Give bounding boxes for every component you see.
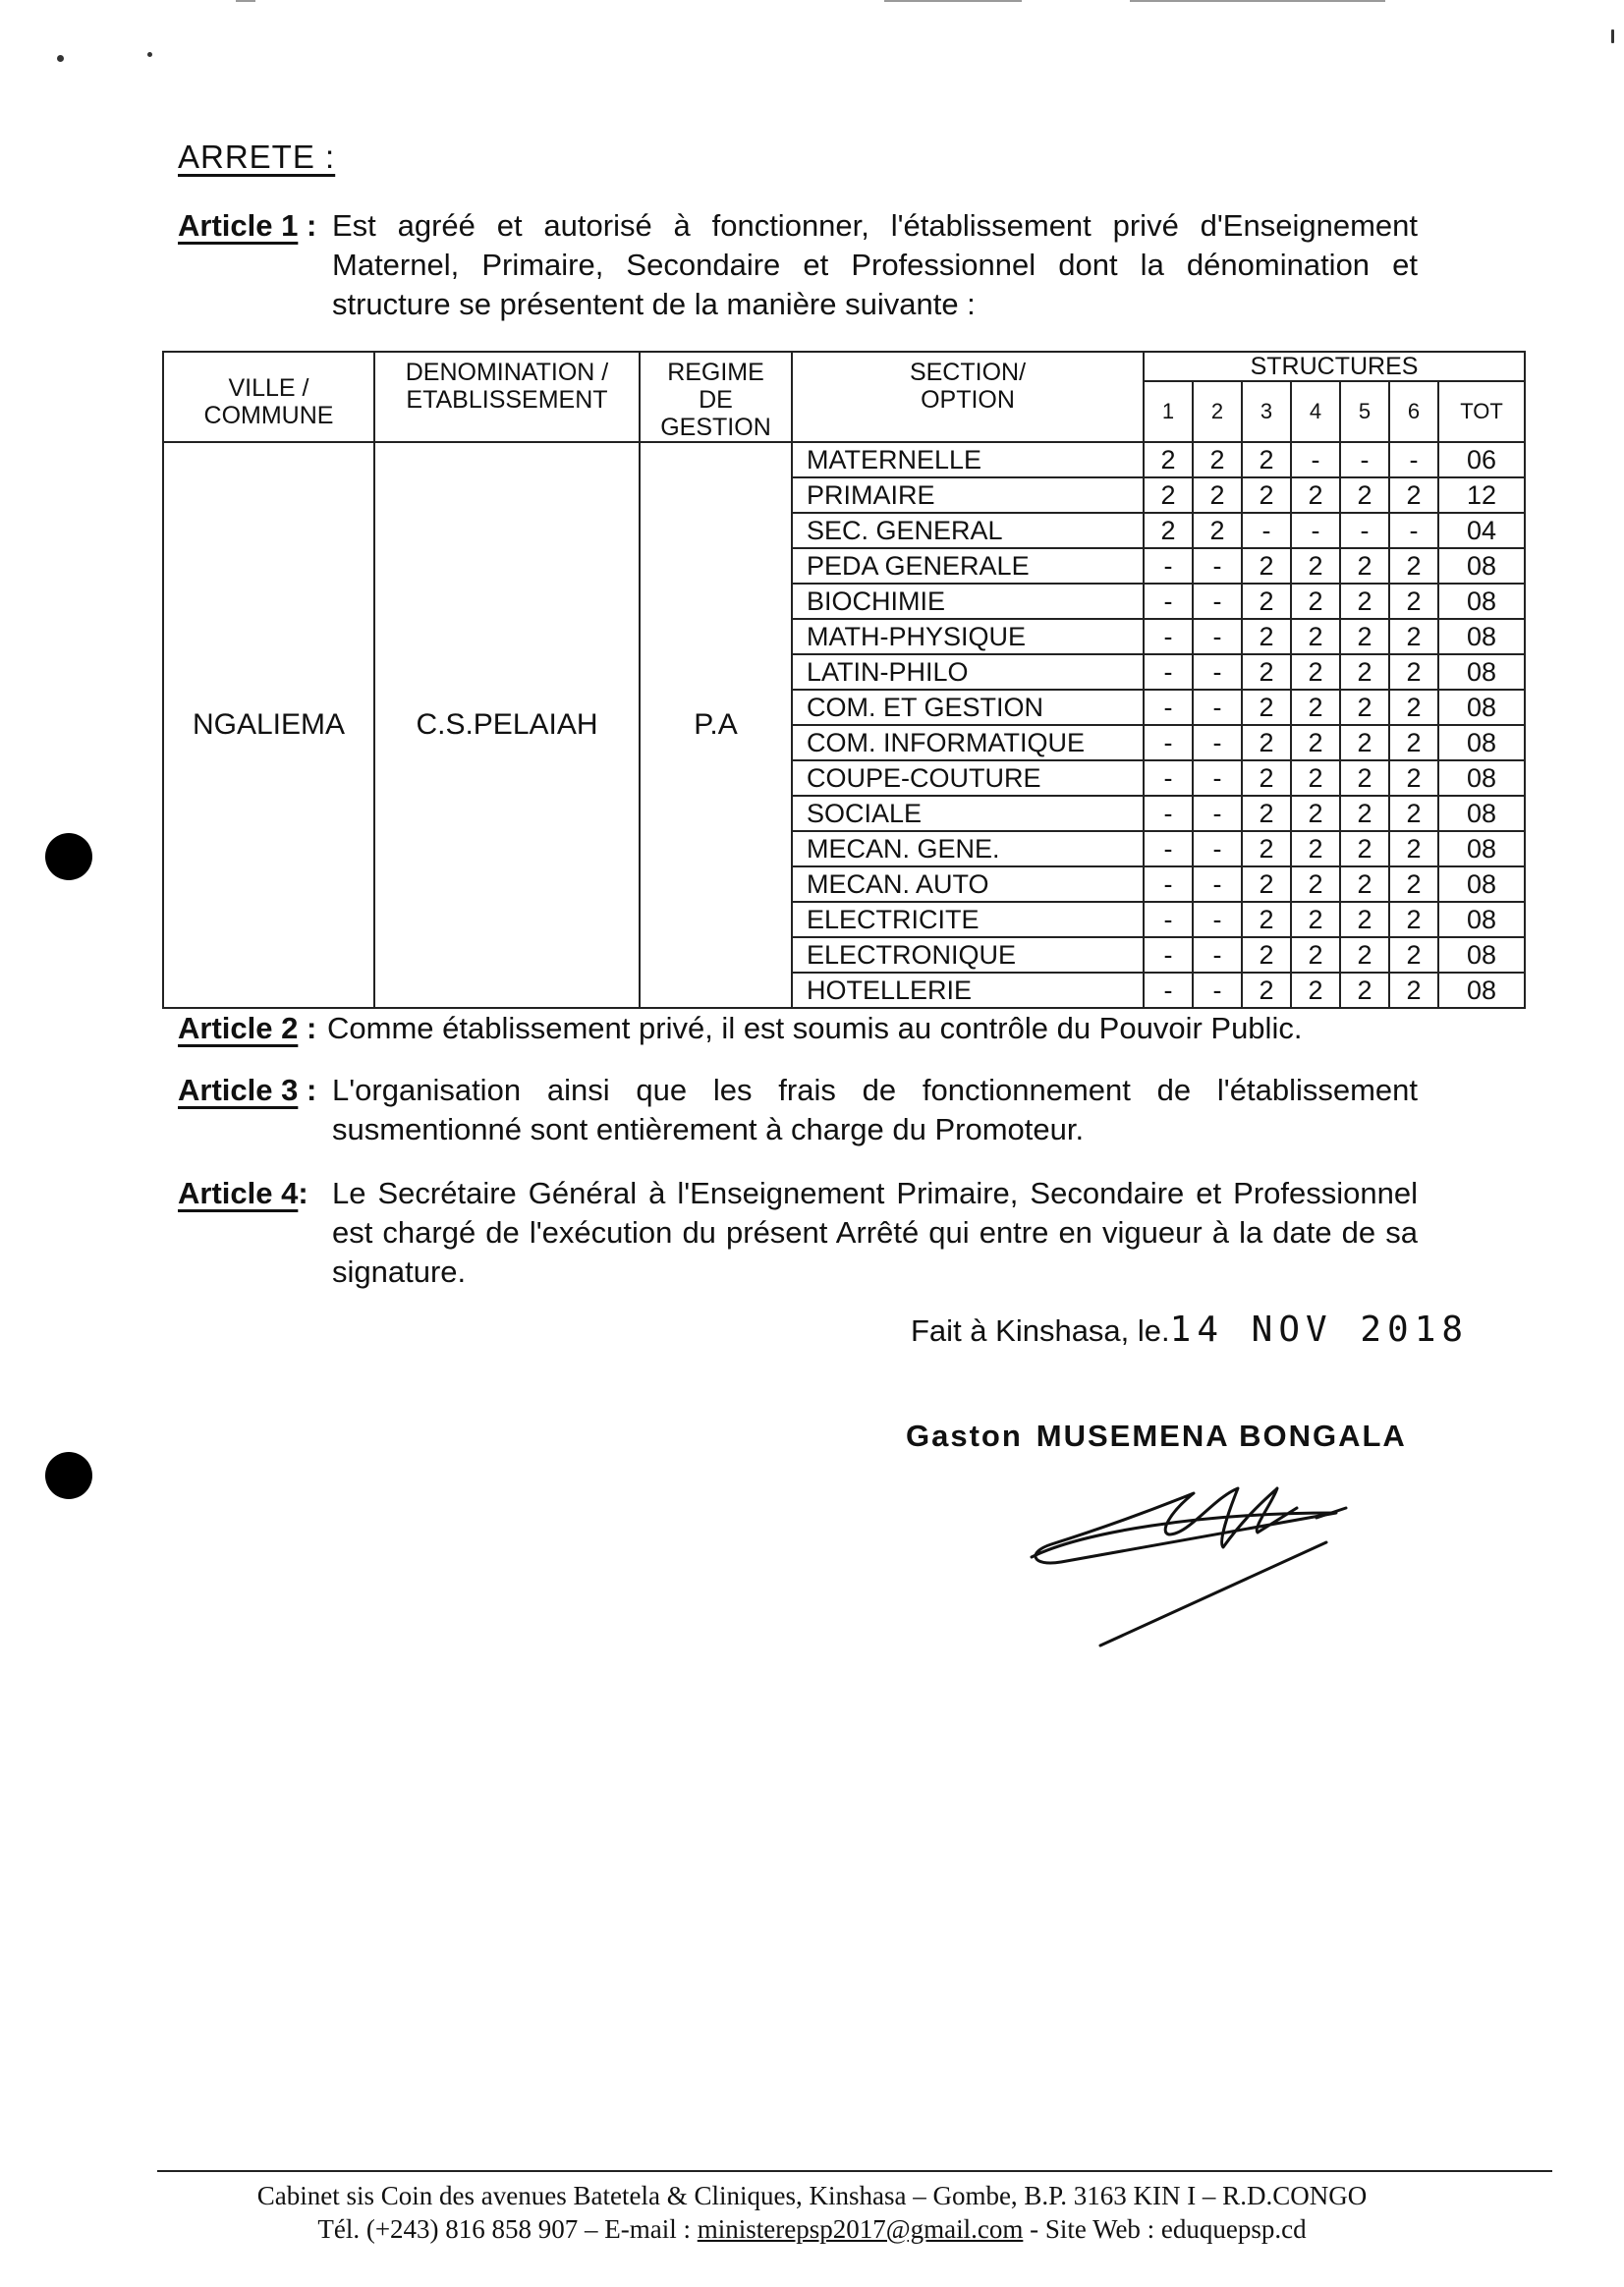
header-year-3: 3	[1242, 381, 1291, 442]
structure-year-3-cell: 2	[1242, 973, 1291, 1008]
section-option-cell: MECAN. AUTO	[792, 866, 1144, 902]
header-section	[792, 352, 1144, 442]
footer-email-link[interactable]: ministerepsp2017@gmail.com	[697, 2214, 1024, 2244]
structure-year-3-cell: 2	[1242, 690, 1291, 725]
structure-year-6-cell: 2	[1389, 584, 1438, 619]
header-year-5: 5	[1340, 381, 1389, 442]
structure-year-5-cell: -	[1340, 513, 1389, 548]
structure-year-4-cell: 2	[1291, 937, 1340, 973]
scan-mark	[884, 0, 1022, 2]
structure-year-6-cell: -	[1389, 442, 1438, 477]
section-option-cell: ELECTRONIQUE	[792, 937, 1144, 973]
structure-year-2-cell: -	[1193, 725, 1242, 760]
section-option-cell: PRIMAIRE	[792, 477, 1144, 513]
article-3-text: L'organisation ainsi que les frais de fonctionnement de l'établissement susmentionné sont entièrement à charge du Promoteur.	[332, 1073, 1418, 1146]
structure-year-2-cell: 2	[1193, 442, 1242, 477]
section-option-cell: MATERNELLE	[792, 442, 1144, 477]
scan-top-edge	[0, 0, 1624, 12]
structure-total-cell: 12	[1438, 477, 1525, 513]
structure-year-1-cell: -	[1144, 690, 1193, 725]
structure-total-cell: 08	[1438, 725, 1525, 760]
article-1-label	[178, 206, 316, 246]
section-option-cell: ELECTRICITE	[792, 902, 1144, 937]
article-4-label	[178, 1174, 308, 1213]
article-3	[178, 1071, 1418, 1149]
structure-table-body	[163, 442, 1525, 1008]
structure-year-2-cell: -	[1193, 866, 1242, 902]
place-date	[911, 1310, 1469, 1350]
structure-year-1-cell: -	[1144, 902, 1193, 937]
structure-total-cell: 08	[1438, 584, 1525, 619]
structure-year-4-cell: 2	[1291, 902, 1340, 937]
structure-year-6-cell: 2	[1389, 866, 1438, 902]
footer-website: - Site Web : eduquepsp.cd	[1030, 2214, 1307, 2244]
article-3-separator: :	[306, 1073, 317, 1107]
structure-year-6-cell: 2	[1389, 796, 1438, 831]
structure-year-2-cell: -	[1193, 831, 1242, 866]
section-option-cell: MECAN. GENE.	[792, 831, 1144, 866]
structure-year-5-cell: 2	[1340, 902, 1389, 937]
section-option-cell: PEDA GENERALE	[792, 548, 1144, 584]
structure-year-4-cell: 2	[1291, 725, 1340, 760]
structure-year-1-cell: -	[1144, 796, 1193, 831]
header-section-line1: SECTION/	[909, 359, 1027, 386]
structure-year-3-cell: 2	[1242, 796, 1291, 831]
structure-total-cell: 08	[1438, 831, 1525, 866]
structure-year-2-cell: -	[1193, 690, 1242, 725]
structure-year-5-cell: 2	[1340, 866, 1389, 902]
article-4-label-text: Article 4	[178, 1176, 299, 1210]
section-option-cell: SEC. GENERAL	[792, 513, 1144, 548]
header-regime-line3: GESTION	[660, 414, 771, 441]
scan-speck	[147, 52, 152, 57]
structure-year-3-cell: 2	[1242, 831, 1291, 866]
structure-total-cell: 06	[1438, 442, 1525, 477]
decree-heading-text: ARRETE :	[178, 139, 336, 175]
structure-year-5-cell: 2	[1340, 831, 1389, 866]
structure-year-5-cell: 2	[1340, 973, 1389, 1008]
structure-year-5-cell: 2	[1340, 690, 1389, 725]
structure-year-2-cell: -	[1193, 796, 1242, 831]
section-option-cell: MATH-PHYSIQUE	[792, 619, 1144, 654]
structure-year-5-cell: 2	[1340, 725, 1389, 760]
structure-total-cell: 08	[1438, 973, 1525, 1008]
structure-year-3-cell: 2	[1242, 937, 1291, 973]
signer-name	[906, 1419, 1407, 1454]
structure-year-3-cell: 2	[1242, 902, 1291, 937]
article-3-label-text: Article 3	[178, 1073, 299, 1107]
date-stamp: 14 NOV 2018	[1169, 1310, 1470, 1350]
header-total: TOT	[1438, 381, 1525, 442]
header-denomination	[374, 352, 640, 442]
structure-year-6-cell: 2	[1389, 619, 1438, 654]
structure-year-4-cell: 2	[1291, 548, 1340, 584]
structure-total-cell: 04	[1438, 513, 1525, 548]
regime-cell: P.A	[640, 442, 792, 1008]
table-row	[163, 442, 1525, 477]
structure-year-3-cell: 2	[1242, 619, 1291, 654]
footer-phone: Tél. (+243) 816 858 907 – E-mail :	[317, 2214, 692, 2244]
structure-year-5-cell: -	[1340, 442, 1389, 477]
structure-year-4-cell: 2	[1291, 619, 1340, 654]
structure-year-3-cell: 2	[1242, 654, 1291, 690]
structure-year-3-cell: -	[1242, 513, 1291, 548]
handwritten-signature	[1022, 1474, 1356, 1660]
punch-hole	[45, 1452, 92, 1499]
article-1-text: Est agréé et autorisé à fonctionner, l'établissement privé d'Enseignement Maternel, Primaire, Secondaire et Professionnel dont la dénomination et structure se présentent de la manière suivante :	[332, 208, 1418, 321]
header-regime	[640, 352, 792, 442]
structure-year-2-cell: 2	[1193, 477, 1242, 513]
structure-year-1-cell: 2	[1144, 477, 1193, 513]
structure-year-4-cell: 2	[1291, 584, 1340, 619]
header-year-6: 6	[1389, 381, 1438, 442]
section-option-cell: COM. INFORMATIQUE	[792, 725, 1144, 760]
structure-year-2-cell: -	[1193, 902, 1242, 937]
structure-year-6-cell: 2	[1389, 548, 1438, 584]
structure-year-3-cell: 2	[1242, 548, 1291, 584]
structure-year-4-cell: -	[1291, 513, 1340, 548]
structure-year-6-cell: 2	[1389, 937, 1438, 973]
structure-year-2-cell: -	[1193, 973, 1242, 1008]
header-ville-line1: VILLE /	[228, 374, 309, 402]
structure-year-5-cell: 2	[1340, 584, 1389, 619]
structure-year-2-cell: -	[1193, 760, 1242, 796]
structure-year-3-cell: 2	[1242, 725, 1291, 760]
header-year-4: 4	[1291, 381, 1340, 442]
structure-year-5-cell: 2	[1340, 760, 1389, 796]
structure-year-6-cell: 2	[1389, 725, 1438, 760]
structure-total-cell: 08	[1438, 619, 1525, 654]
structure-year-1-cell: -	[1144, 831, 1193, 866]
structure-year-1-cell: -	[1144, 760, 1193, 796]
footer-contact	[0, 2214, 1624, 2245]
header-denomination-line2: ETABLISSEMENT	[406, 386, 608, 414]
footer-rule	[157, 2170, 1552, 2172]
structure-year-2-cell: -	[1193, 619, 1242, 654]
signer-first-name: Gaston	[906, 1419, 1023, 1453]
structure-year-5-cell: 2	[1340, 937, 1389, 973]
structure-year-6-cell: 2	[1389, 902, 1438, 937]
punch-hole	[45, 833, 92, 880]
article-2-label-text: Article 2	[178, 1011, 299, 1045]
section-option-cell: HOTELLERIE	[792, 973, 1144, 1008]
article-1	[178, 206, 1418, 324]
structure-year-4-cell: 2	[1291, 690, 1340, 725]
article-1-label-text: Article 1	[178, 208, 299, 243]
header-year-2: 2	[1193, 381, 1242, 442]
article-4-text: Le Secrétaire Général à l'Enseignement Primaire, Secondaire et Professionnel est chargé de l'exécution du présent Arrêté qui entre en vigueur à la date de sa signature.	[332, 1176, 1418, 1289]
structure-year-1-cell: -	[1144, 725, 1193, 760]
signer-last-name: MUSEMENA BONGALA	[1036, 1419, 1407, 1453]
structure-total-cell: 08	[1438, 902, 1525, 937]
structure-year-4-cell: 2	[1291, 760, 1340, 796]
structure-year-3-cell: 2	[1242, 477, 1291, 513]
header-ville-line2: COMMUNE	[203, 402, 334, 429]
structure-year-2-cell: -	[1193, 548, 1242, 584]
structure-year-5-cell: 2	[1340, 796, 1389, 831]
decree-heading	[178, 139, 335, 176]
header-year-1: 1	[1144, 381, 1193, 442]
structure-year-1-cell: -	[1144, 584, 1193, 619]
structure-year-2-cell: 2	[1193, 513, 1242, 548]
article-2	[178, 1009, 1418, 1048]
structure-total-cell: 08	[1438, 796, 1525, 831]
section-option-cell: BIOCHIMIE	[792, 584, 1144, 619]
structure-total-cell: 08	[1438, 937, 1525, 973]
article-2-separator: :	[306, 1011, 317, 1045]
ville-cell: NGALIEMA	[163, 442, 374, 1008]
structure-year-1-cell: -	[1144, 937, 1193, 973]
structure-year-6-cell: 2	[1389, 654, 1438, 690]
header-ville	[163, 352, 374, 442]
structure-total-cell: 08	[1438, 654, 1525, 690]
structure-year-6-cell: 2	[1389, 477, 1438, 513]
header-structures: STRUCTURES	[1144, 352, 1525, 381]
scan-speck	[1611, 29, 1614, 43]
article-3-label	[178, 1071, 316, 1110]
structure-year-2-cell: -	[1193, 654, 1242, 690]
structure-year-4-cell: 2	[1291, 654, 1340, 690]
article-1-separator: :	[306, 208, 317, 243]
article-4	[178, 1174, 1418, 1292]
structure-year-4-cell: 2	[1291, 973, 1340, 1008]
place-text: Fait à Kinshasa, le.	[911, 1313, 1170, 1348]
structure-year-6-cell: 2	[1389, 973, 1438, 1008]
article-2-text: Comme établissement privé, il est soumis au contrôle du Pouvoir Public.	[327, 1011, 1303, 1045]
structure-total-cell: 08	[1438, 690, 1525, 725]
structure-year-2-cell: -	[1193, 937, 1242, 973]
scan-speck	[57, 55, 64, 62]
structure-year-3-cell: 2	[1242, 866, 1291, 902]
structure-year-1-cell: -	[1144, 973, 1193, 1008]
structure-year-4-cell: -	[1291, 442, 1340, 477]
structure-total-cell: 08	[1438, 866, 1525, 902]
section-option-cell: COUPE-COUTURE	[792, 760, 1144, 796]
header-regime-line1: REGIME	[667, 359, 764, 386]
section-option-cell: LATIN-PHILO	[792, 654, 1144, 690]
structure-year-1-cell: -	[1144, 866, 1193, 902]
etablissement-cell: C.S.PELAIAH	[374, 442, 640, 1008]
structure-total-cell: 08	[1438, 760, 1525, 796]
structure-year-1-cell: -	[1144, 654, 1193, 690]
structure-year-5-cell: 2	[1340, 654, 1389, 690]
footer-address: Cabinet sis Coin des avenues Batetela & Cliniques, Kinshasa – Gombe, B.P. 3163 KIN I – R.D.CONGO	[256, 2181, 1368, 2210]
structure-year-6-cell: 2	[1389, 831, 1438, 866]
structure-year-2-cell: -	[1193, 584, 1242, 619]
structure-year-6-cell: 2	[1389, 690, 1438, 725]
article-2-label	[178, 1009, 316, 1048]
structure-year-3-cell: 2	[1242, 584, 1291, 619]
structure-year-1-cell: -	[1144, 619, 1193, 654]
scan-mark	[1130, 0, 1385, 2]
article-4-separator: :	[298, 1176, 308, 1210]
header-section-line2: OPTION	[921, 386, 1015, 414]
structure-year-5-cell: 2	[1340, 548, 1389, 584]
structure-year-5-cell: 2	[1340, 477, 1389, 513]
structure-year-1-cell: 2	[1144, 513, 1193, 548]
section-option-cell: SOCIALE	[792, 796, 1144, 831]
structure-year-6-cell: -	[1389, 513, 1438, 548]
structure-year-4-cell: 2	[1291, 796, 1340, 831]
section-option-cell: COM. ET GESTION	[792, 690, 1144, 725]
structure-year-3-cell: 2	[1242, 760, 1291, 796]
structure-total-cell: 08	[1438, 548, 1525, 584]
structure-table	[162, 351, 1526, 1009]
structure-year-4-cell: 2	[1291, 831, 1340, 866]
structure-year-5-cell: 2	[1340, 619, 1389, 654]
scan-mark	[236, 0, 255, 2]
header-regime-line2: DE	[699, 386, 733, 414]
structure-year-4-cell: 2	[1291, 866, 1340, 902]
structure-year-4-cell: 2	[1291, 477, 1340, 513]
structure-year-1-cell: 2	[1144, 442, 1193, 477]
header-denomination-line1: DENOMINATION /	[405, 359, 609, 386]
structure-year-3-cell: 2	[1242, 442, 1291, 477]
structure-year-6-cell: 2	[1389, 760, 1438, 796]
structure-year-1-cell: -	[1144, 548, 1193, 584]
